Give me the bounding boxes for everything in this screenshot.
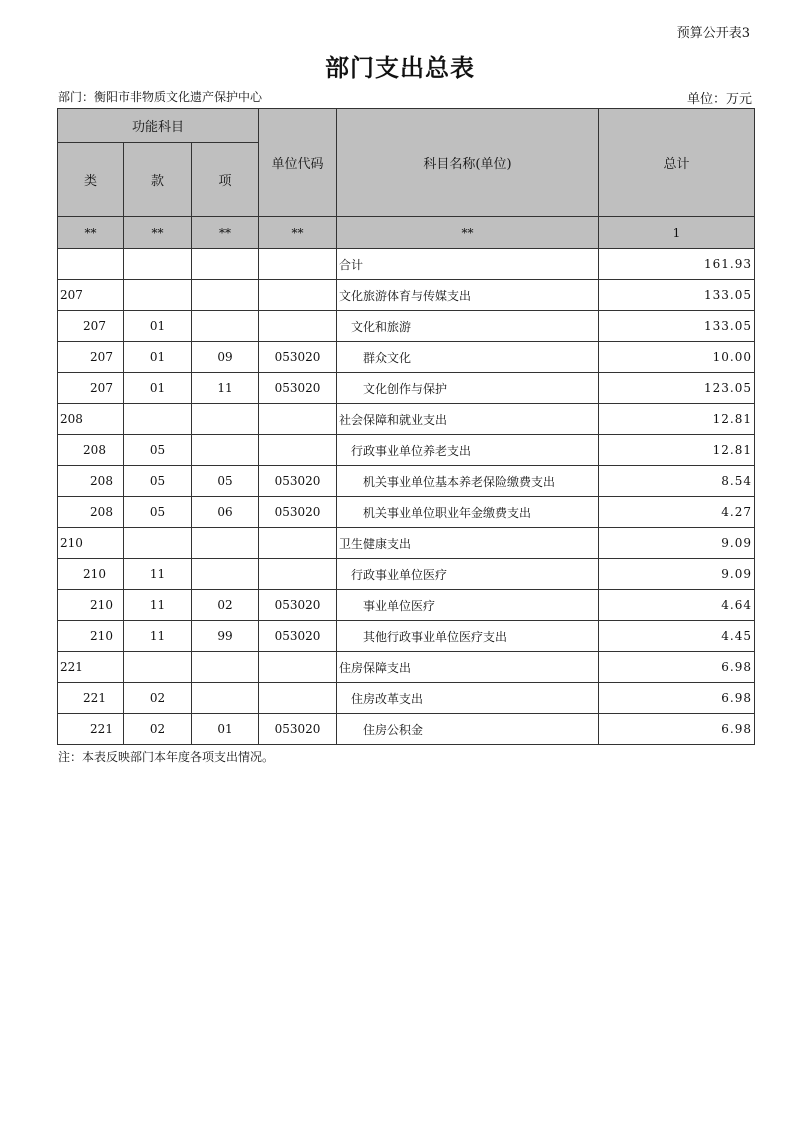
cell-total: 9.09 [599, 559, 755, 590]
cell-kuan: 05 [124, 497, 192, 528]
table-row [58, 249, 755, 280]
cell-subject-name: 卫生健康支出 [337, 528, 599, 559]
cell-xiang [192, 249, 259, 280]
cell-xiang: 05 [192, 466, 259, 497]
cell-unit-code [259, 683, 337, 714]
cell-xiang: 11 [192, 373, 259, 404]
cell-subject-name: 住房保障支出 [337, 652, 599, 683]
cell-subject-name: 事业单位医疗 [337, 590, 599, 621]
cell-subject-name: 住房改革支出 [337, 683, 599, 714]
cell-lei: 221 [58, 652, 124, 683]
cell-kuan: 01 [124, 342, 192, 373]
cell-lei: 207 [58, 342, 124, 373]
cell-lei: 207 [58, 311, 124, 342]
cell-xiang [192, 311, 259, 342]
cell-xiang: 02 [192, 590, 259, 621]
cell-xiang [192, 280, 259, 311]
table-row [58, 590, 755, 621]
cell-subject-name: 住房公积金 [337, 714, 599, 745]
marker-cell: ** [259, 217, 337, 249]
cell-total: 10.00 [599, 342, 755, 373]
cell-unit-code: 053020 [259, 497, 337, 528]
table-row [58, 683, 755, 714]
cell-total: 9.09 [599, 528, 755, 559]
cell-unit-code [259, 652, 337, 683]
cell-subject-name: 行政事业单位医疗 [337, 559, 599, 590]
cell-kuan: 02 [124, 714, 192, 745]
cell-total: 12.81 [599, 404, 755, 435]
cell-subject-name: 合计 [337, 249, 599, 280]
table-row [58, 373, 755, 404]
cell-xiang: 01 [192, 714, 259, 745]
cell-lei: 210 [58, 590, 124, 621]
marker-cell: ** [58, 217, 124, 249]
cell-kuan [124, 528, 192, 559]
cell-total: 6.98 [599, 652, 755, 683]
cell-xiang: 06 [192, 497, 259, 528]
cell-lei: 208 [58, 497, 124, 528]
cell-subject-name: 群众文化 [337, 342, 599, 373]
cell-unit-code: 053020 [259, 590, 337, 621]
cell-xiang [192, 528, 259, 559]
cell-total: 133.05 [599, 311, 755, 342]
page-code-label: 预算公开表3 [676, 26, 750, 41]
page-title: 部门支出总表 [325, 54, 475, 82]
cell-subject-name: 文化创作与保护 [337, 373, 599, 404]
cell-kuan [124, 652, 192, 683]
cell-lei: 208 [58, 466, 124, 497]
cell-kuan: 11 [124, 621, 192, 652]
cell-unit-code [259, 559, 337, 590]
cell-lei: 210 [58, 528, 124, 559]
cell-total: 161.93 [599, 249, 755, 280]
cell-lei: 208 [58, 404, 124, 435]
cell-lei: 210 [58, 621, 124, 652]
cell-unit-code [259, 280, 337, 311]
cell-total: 4.64 [599, 590, 755, 621]
cell-unit-code [259, 435, 337, 466]
cell-subject-name: 文化旅游体育与传媒支出 [337, 280, 599, 311]
cell-kuan: 01 [124, 311, 192, 342]
marker-cell: ** [192, 217, 259, 249]
cell-total: 4.45 [599, 621, 755, 652]
cell-xiang: 09 [192, 342, 259, 373]
cell-xiang [192, 404, 259, 435]
table-row [58, 528, 755, 559]
table-row [58, 652, 755, 683]
cell-unit-code: 053020 [259, 373, 337, 404]
cell-kuan: 11 [124, 559, 192, 590]
cell-total: 123.05 [599, 373, 755, 404]
cell-kuan [124, 249, 192, 280]
cell-total: 8.54 [599, 466, 755, 497]
marker-cell: ** [124, 217, 192, 249]
cell-total: 6.98 [599, 683, 755, 714]
unit-label: 单位：万元 [686, 92, 752, 107]
cell-subject-name: 行政事业单位养老支出 [337, 435, 599, 466]
cell-subject-name: 社会保障和就业支出 [337, 404, 599, 435]
table-row [58, 435, 755, 466]
cell-xiang: 99 [192, 621, 259, 652]
header-total: 总计 [599, 109, 755, 217]
cell-kuan: 05 [124, 466, 192, 497]
cell-xiang [192, 435, 259, 466]
cell-unit-code: 053020 [259, 342, 337, 373]
cell-unit-code: 053020 [259, 621, 337, 652]
cell-unit-code: 053020 [259, 466, 337, 497]
marker-cell: ** [337, 217, 599, 249]
cell-lei: 207 [58, 373, 124, 404]
cell-unit-code [259, 528, 337, 559]
cell-total: 4.27 [599, 497, 755, 528]
cell-xiang [192, 559, 259, 590]
cell-lei: 221 [58, 714, 124, 745]
table-row [58, 342, 755, 373]
cell-xiang [192, 652, 259, 683]
cell-lei: 207 [58, 280, 124, 311]
footnote: 注：本表反映部门本年度各项支出情况。 [58, 750, 275, 764]
table-row [58, 404, 755, 435]
cell-kuan: 11 [124, 590, 192, 621]
table-row [58, 280, 755, 311]
cell-lei [58, 249, 124, 280]
header-function-subject: 功能科目 [58, 109, 259, 143]
header-subject-name: 科目名称(单位) [337, 109, 599, 217]
cell-subject-name: 机关事业单位基本养老保险缴费支出 [337, 466, 599, 497]
header-kuan: 款 [124, 143, 192, 217]
cell-unit-code: 053020 [259, 714, 337, 745]
cell-kuan: 01 [124, 373, 192, 404]
expenditure-table [57, 108, 755, 745]
cell-kuan [124, 404, 192, 435]
department-label: 部门：衡阳市非物质文化遗产保护中心 [58, 90, 263, 104]
table-row [58, 311, 755, 342]
cell-subject-name: 文化和旅游 [337, 311, 599, 342]
cell-subject-name: 机关事业单位职业年金缴费支出 [337, 497, 599, 528]
table-row [58, 497, 755, 528]
cell-kuan [124, 280, 192, 311]
cell-total: 6.98 [599, 714, 755, 745]
header-unit-code: 单位代码 [259, 109, 337, 217]
header-xiang: 项 [192, 143, 259, 217]
marker-cell: 1 [599, 217, 755, 249]
table-row [58, 714, 755, 745]
cell-xiang [192, 683, 259, 714]
header-lei: 类 [58, 143, 124, 217]
cell-total: 12.81 [599, 435, 755, 466]
cell-unit-code [259, 311, 337, 342]
cell-lei: 221 [58, 683, 124, 714]
cell-lei: 210 [58, 559, 124, 590]
cell-total: 133.05 [599, 280, 755, 311]
marker-row [58, 217, 755, 249]
table-row [58, 466, 755, 497]
cell-kuan: 05 [124, 435, 192, 466]
cell-unit-code [259, 249, 337, 280]
cell-lei: 208 [58, 435, 124, 466]
cell-unit-code [259, 404, 337, 435]
cell-kuan: 02 [124, 683, 192, 714]
table-row [58, 621, 755, 652]
table-row [58, 559, 755, 590]
cell-subject-name: 其他行政事业单位医疗支出 [337, 621, 599, 652]
